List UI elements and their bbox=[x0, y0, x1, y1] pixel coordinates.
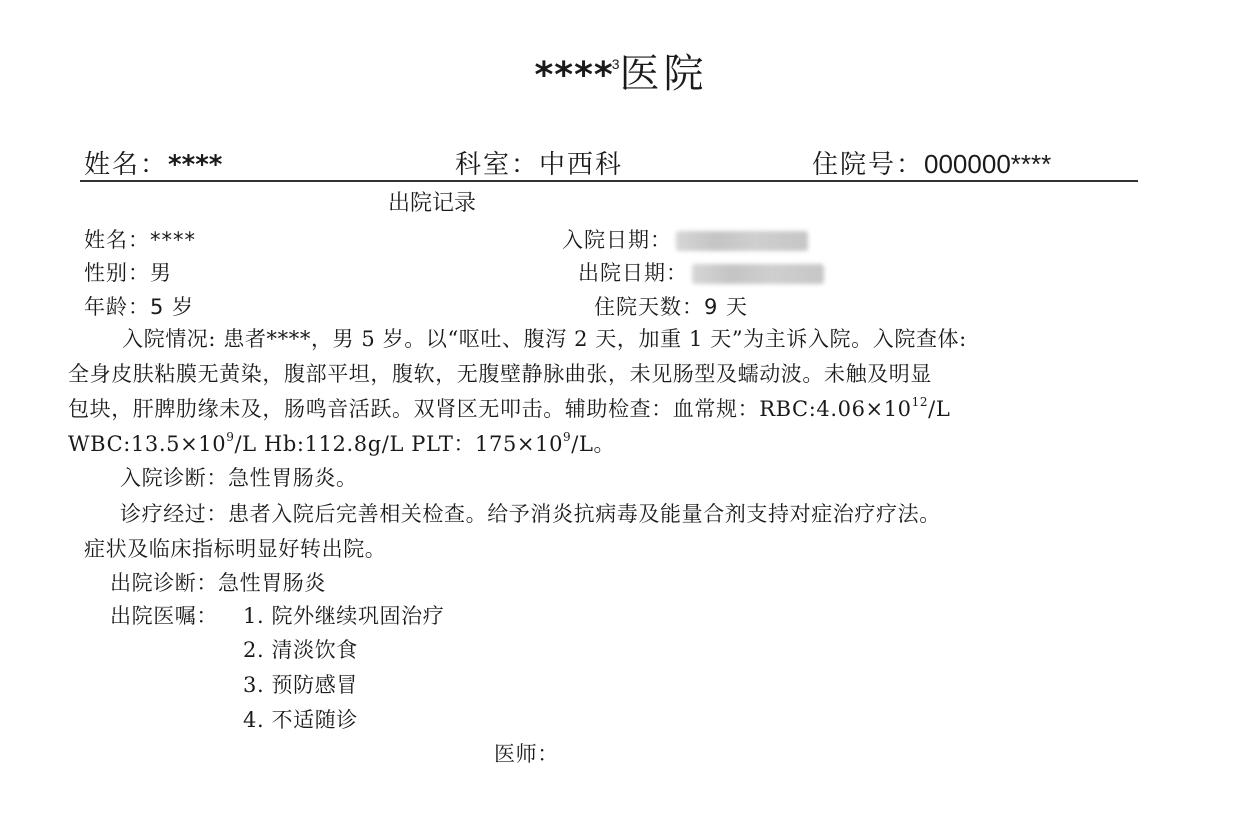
admission-situation-line-2: 全身皮肤粘膜无黄染，腹部平坦，腹软，无腹壁静脉曲张，未见肠型及蠕动波。未触及明显 bbox=[68, 362, 932, 386]
header-admission-no-label: 住院号： bbox=[812, 150, 925, 180]
admission-situation-line-1: 入院情况: 患者****，男 5 岁。以“呕吐、腹泻 2 天，加重 1 天”为主诉入院。入院查体: bbox=[122, 327, 967, 351]
admit-date-label: 入院日期： bbox=[562, 228, 672, 252]
header-divider bbox=[80, 180, 1138, 182]
patient-name-label: 姓名： bbox=[84, 228, 150, 252]
doctor-signature-label: 医师： bbox=[494, 742, 559, 766]
hospital-name-masked: **** bbox=[534, 55, 614, 96]
patient-age-label: 年龄： bbox=[84, 295, 150, 319]
stay-days-label: 住院天数： bbox=[594, 295, 704, 319]
treatment-line-1: 诊疗经过：患者入院后完善相关检查。给予消炎抗病毒及能量合剂支持对症治疗疗法。 bbox=[120, 502, 941, 526]
stay-days bbox=[594, 291, 748, 321]
patient-name bbox=[84, 224, 196, 254]
patient-age-value: 5 岁 bbox=[150, 295, 195, 319]
discharge-diagnosis-value: 急性胃肠炎 bbox=[218, 571, 326, 595]
header-admission-no-value: 000000**** bbox=[924, 149, 1052, 179]
admit-date-redacted bbox=[676, 231, 808, 251]
header-admission-no bbox=[812, 144, 1051, 181]
admit-date bbox=[562, 224, 808, 254]
lab-wbc-text: WBC:13.5×10 bbox=[68, 432, 227, 456]
discharge-order-item-2: 2. 清淡饮食 bbox=[243, 638, 358, 662]
header-department-label: 科室： bbox=[455, 150, 540, 180]
rbc-unit: /L bbox=[928, 397, 951, 421]
stay-days-value: 9 天 bbox=[704, 295, 749, 319]
patient-name-value: **** bbox=[150, 228, 196, 252]
header-department-value: 中西科 bbox=[539, 150, 624, 180]
header-name-value: **** bbox=[168, 150, 223, 180]
hospital-suffix: 医院 bbox=[619, 51, 708, 97]
patient-gender bbox=[84, 257, 172, 287]
patient-age bbox=[84, 291, 194, 321]
admission-situation-line-3 bbox=[68, 393, 950, 423]
exponent-9-b: 9 bbox=[563, 430, 572, 444]
admission-diagnosis: 入院诊断：急性胃肠炎。 bbox=[120, 466, 358, 490]
record-title: 出院记录 bbox=[388, 191, 477, 216]
header-department bbox=[455, 144, 623, 181]
header-name-label: 姓名： bbox=[84, 150, 169, 180]
discharge-date bbox=[578, 257, 824, 287]
discharge-order-item-3: 3. 预防感冒 bbox=[243, 673, 358, 697]
discharge-orders-label: 出院医嘱： bbox=[110, 604, 218, 628]
discharge-date-label: 出院日期： bbox=[578, 261, 688, 285]
lab-rbc-text: 包块，肝脾肋缘未及，肠鸣音活跃。双肾区无叩击。辅助检查：血常规：RBC:4.06×10 bbox=[68, 397, 912, 421]
patient-gender-value: 男 bbox=[150, 261, 172, 285]
exponent-9: 9 bbox=[226, 430, 235, 444]
discharge-date-redacted bbox=[692, 264, 824, 284]
lab-hb-plt-text: /L Hb:112.8g/L PLT：175×10 bbox=[234, 432, 564, 456]
header-name bbox=[84, 144, 222, 181]
patient-gender-label: 性别： bbox=[84, 261, 150, 285]
discharge-diagnosis bbox=[110, 567, 326, 597]
lab-plt-unit: /L。 bbox=[571, 432, 616, 456]
hospital-title bbox=[0, 42, 1242, 99]
superscript-mark: 3 bbox=[611, 55, 620, 72]
treatment-line-2: 症状及临床指标明显好转出院。 bbox=[84, 537, 387, 561]
discharge-order-item-4: 4. 不适随诊 bbox=[243, 708, 358, 732]
admission-situation-line-4 bbox=[68, 428, 615, 458]
discharge-diagnosis-label: 出院诊断： bbox=[110, 571, 218, 595]
discharge-order-item-1: 1. 院外继续巩固治疗 bbox=[243, 604, 445, 628]
exponent-12: 12 bbox=[911, 395, 929, 409]
